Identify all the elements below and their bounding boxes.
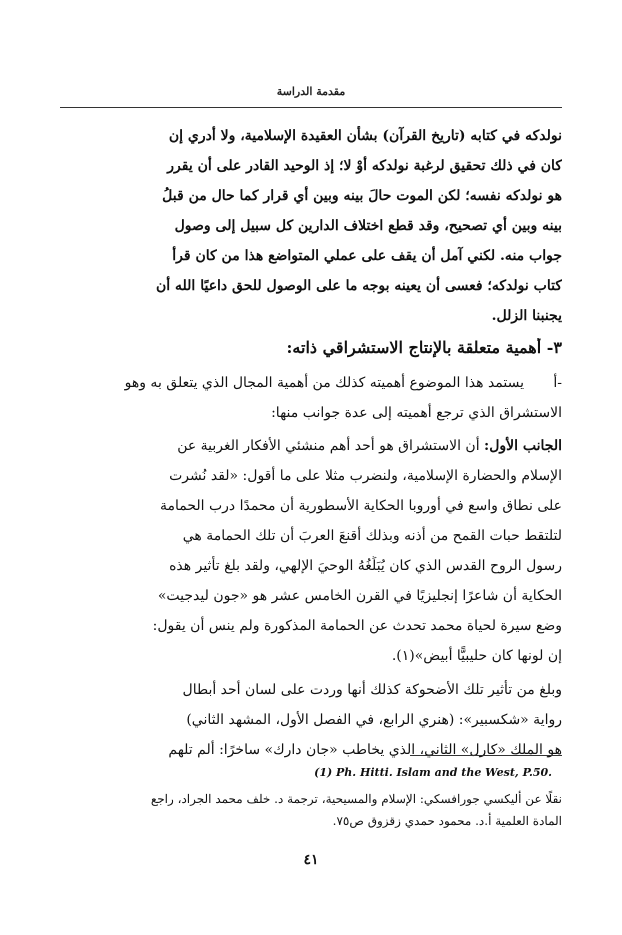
text-line: كان في ذلك تحقيق لرغبة نولدكه أوْ لا؛ إذ الوحيد القادر على أن يقرر xyxy=(167,158,562,174)
footnote-line: المادة العلمية أ.د. محمود حمدي زقزوق ص٧٥. xyxy=(332,814,562,828)
text-line: رسول الروح القدس الذي كان يُبَلِّغُهُ الوحيَ الإلهي، ولقد بلغ تأثير هذه xyxy=(169,558,562,574)
text-line: هو الملك «كارل» الثاني، الذي يخاطب «جان دارك» ساخرًا: ألم تلهم xyxy=(168,742,562,758)
text-line: بينه وبين أي تصحيح، وقد قطع اختلاف الدارين كل سبيل إلى وصول xyxy=(174,218,562,234)
footnote-rule xyxy=(410,755,562,756)
text-line: لتلتقط حبات القمح من أذنه وبذلك أقنعَ العربَ أن تلك الحمامة هي xyxy=(182,528,562,544)
item-label: أ- xyxy=(553,375,562,391)
text-line: وبلغ من تأثير تلك الأضحوكة كذلك أنها وردت على لسان أحد أبطال xyxy=(182,682,562,698)
text-line: إن لونها كان حليبيًّا أبيض»(١). xyxy=(391,648,562,664)
text-line: الحكاية أن شاعرًا إنجليزيًا في القرن الخامس عشر هو «جون ليدجيت» xyxy=(157,588,562,604)
text-line: رواية «شكسبير»: (هنري الرابع، في الفصل الأول، المشهد الثاني) xyxy=(186,712,562,728)
header-rule xyxy=(60,107,562,108)
text-line: جواب منه. لكني آمل أن يقف على عملي المتواضع هذا من كان قرأ xyxy=(172,248,562,264)
footnote-citation: (1) Ph. Hitti. Islam and the West, P.50. xyxy=(314,766,552,779)
text-line: على نطاق واسع في أوروبا الحكاية الأسطورية أن محمدًا درب الحمامة xyxy=(159,498,562,514)
text-line: الإسلام والحضارة الإسلامية، ولنضرب مثلا على ما أقول: «لقد نُشرت xyxy=(169,468,562,484)
text-line: يجنبنا الزلل. xyxy=(491,308,562,324)
text-line: يستمد هذا الموضوع أهميته كذلك من أهمية المجال الذي يتعلق به وهو xyxy=(124,375,524,391)
aspect-text: أن الاستشراق هو أحد أهم منشئي الأفكار الغربية عن xyxy=(177,438,480,454)
text-line: هو نولدكه نفسه؛ لكن الموت حالَ بينه وبين أي قرار كما حال من قبلُ xyxy=(162,188,562,204)
section-heading: ٣- أهمية متعلقة بالإنتاج الاستشراقي ذاته: xyxy=(286,338,562,357)
text-line: وضع سيرة لحياة محمد تحدث عن الحمامة المذكورة ولم ينس أن يقول: xyxy=(152,618,562,634)
text-line: كتاب نولدكه؛ فعسى أن يعينه بوجه ما على الوصول للحق داعيًا الله أن xyxy=(155,278,562,294)
page-number: ٤١ xyxy=(303,852,319,868)
footnote-line: نقلًا عن أليكسي جورافسكي: الإسلام والمسيحية، ترجمة د. خلف محمد الجراد، راجع xyxy=(150,792,562,806)
text-line: نولدكه في كتابه (تاريخ القرآن) بشأن العقيدة الإسلامية، ولا أدري إن xyxy=(168,128,562,144)
aspect-label: الجانب الأول: xyxy=(484,438,562,454)
running-head: مقدمة الدراسة xyxy=(276,85,346,98)
text-line xyxy=(60,436,562,456)
text-line: الاستشراق الذي ترجع أهميته إلى عدة جوانب منها: xyxy=(271,405,562,421)
